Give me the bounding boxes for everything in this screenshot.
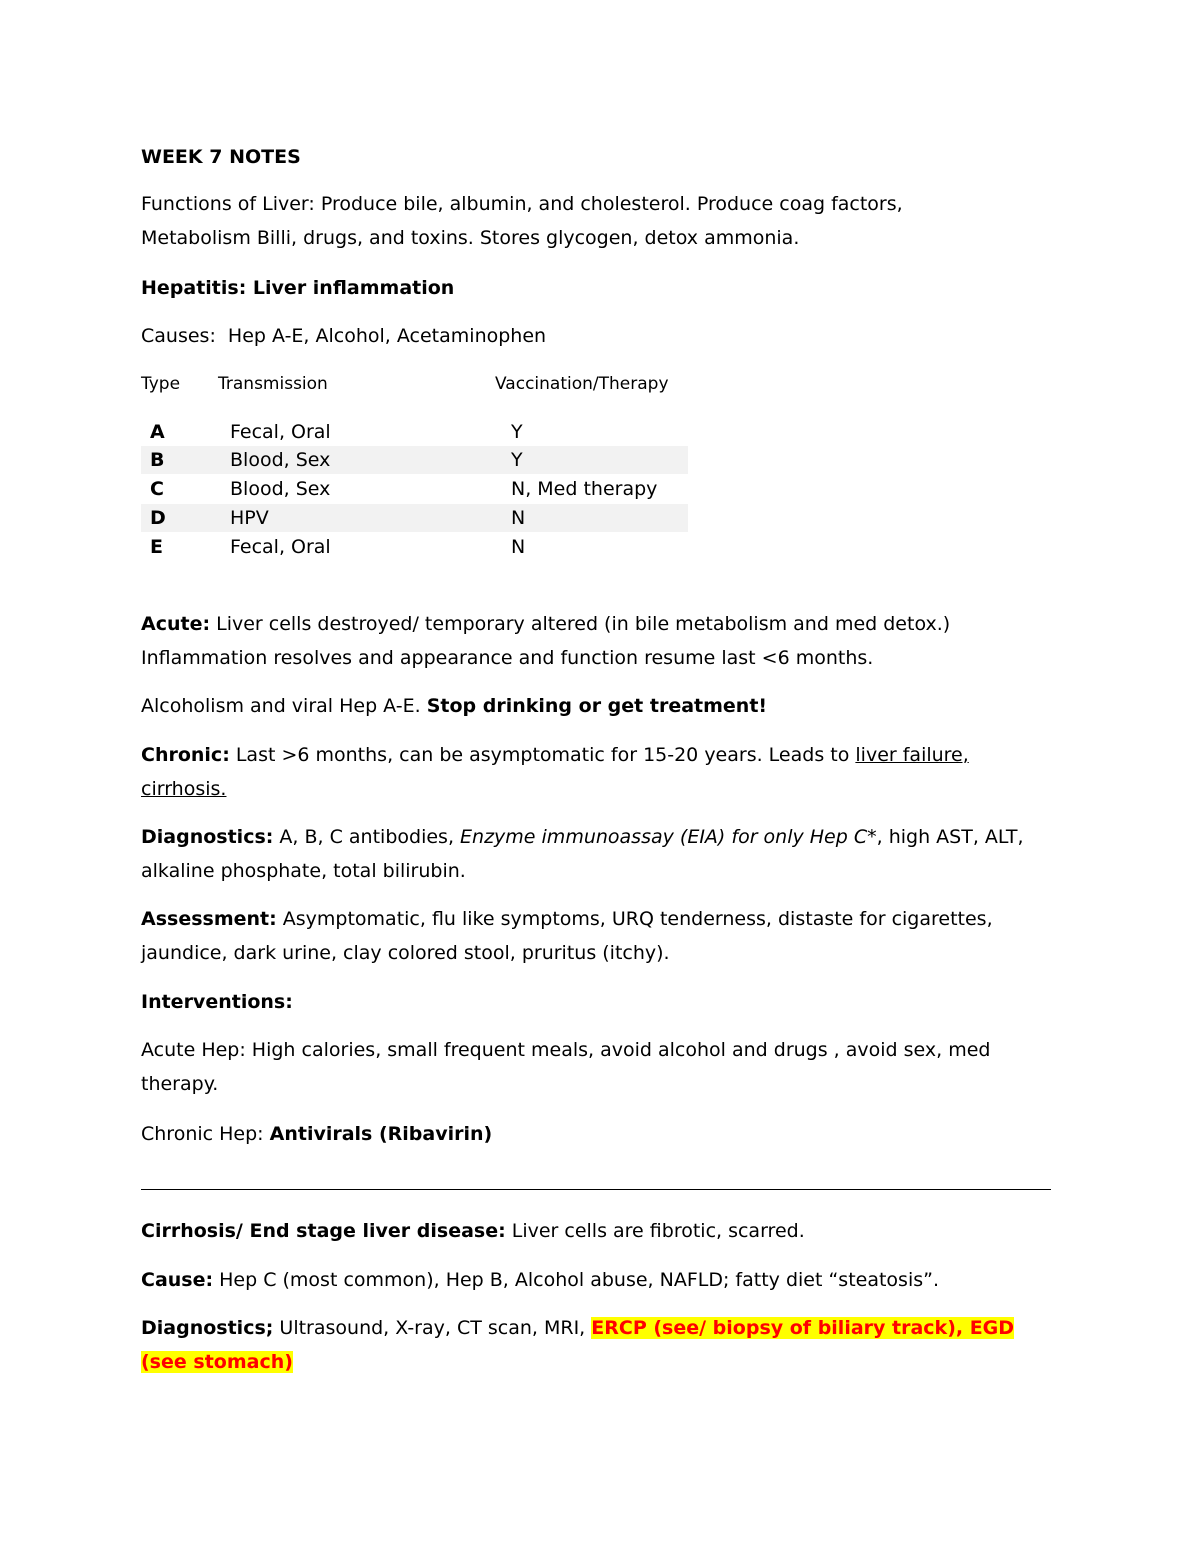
table-header-type: Type	[141, 374, 181, 394]
causes-line: Causes: Hep A-E, Alcohol, Acetaminophen	[141, 325, 547, 347]
diagnostics2-text: Ultrasound, X-ray, CT scan, MRI,	[273, 1317, 592, 1339]
assessment-label: Assessment:	[141, 908, 277, 930]
acute-hep-text-2: therapy.	[141, 1073, 219, 1095]
interventions-heading: Interventions:	[141, 991, 293, 1013]
diagnostics-label: Diagnostics:	[141, 826, 274, 848]
diagnostics-text-2: , high AST, ALT,	[876, 826, 1024, 848]
table-cell-transmission: Fecal, Oral	[230, 536, 331, 558]
acute-paragraph	[141, 607, 1061, 675]
diagnostics-italic: Enzyme immunoassay (EIA) for only Hep C*	[460, 826, 877, 848]
table-row	[141, 418, 688, 446]
chronic-text: Last >6 months, can be asymptomatic for 15-20 years. Leads to	[229, 744, 856, 766]
acute-text-2: Inflammation resolves and appearance and function resume last <6 months.	[141, 647, 874, 669]
hepatitis-heading: Hepatitis: Liver inflammation	[141, 277, 455, 299]
cause-paragraph	[141, 1263, 1061, 1297]
table-cell-type: D	[150, 507, 166, 529]
table-header-vaccination: Vaccination/Therapy	[495, 374, 669, 394]
table-header-transmission: Transmission	[218, 374, 328, 394]
acute-hep-text-1: Acute Hep: High calories, small frequent meals, avoid alcohol and drugs , avoid sex, med	[141, 1039, 991, 1061]
table-cell-type: B	[150, 449, 165, 471]
chronic-underline-2: cirrhosis.	[141, 778, 227, 800]
diagnostics-paragraph	[141, 820, 1061, 888]
acute-label: Acute:	[141, 613, 211, 635]
horizontal-divider	[141, 1189, 1051, 1190]
diagnostics-text-3: alkaline phosphate, total bilirubin.	[141, 860, 466, 882]
table-cell-type: E	[150, 536, 163, 558]
cirrhosis-text: Liver cells are fibrotic, scarred.	[505, 1220, 805, 1242]
table-cell-vaccination: Y	[511, 449, 523, 471]
diagnostics2-label: Diagnostics;	[141, 1317, 274, 1339]
page-title: WEEK 7 NOTES	[141, 146, 301, 168]
cause-label: Cause:	[141, 1269, 214, 1291]
table-cell-transmission: Fecal, Oral	[230, 421, 331, 443]
chronic-hep-text: Chronic Hep:	[141, 1123, 270, 1145]
chronic-paragraph	[141, 738, 1061, 806]
alcoholism-bold: Stop drinking or get treatment!	[426, 695, 768, 717]
table-row	[141, 475, 688, 503]
chronic-hep-bold: Antivirals (Ribavirin)	[269, 1123, 493, 1145]
table-cell-vaccination: Y	[511, 421, 523, 443]
table-cell-transmission: HPV	[230, 507, 269, 529]
table-cell-vaccination: N	[511, 536, 526, 558]
liver-functions-line-1: Functions of Liver: Produce bile, albumin, and cholesterol. Produce coag factors,	[141, 193, 903, 215]
assessment-text-1: Asymptomatic, flu like symptoms, URQ tenderness, distaste for cigarettes,	[276, 908, 993, 930]
alcoholism-paragraph	[141, 689, 1061, 723]
table-cell-type: A	[150, 421, 165, 443]
assessment-paragraph	[141, 902, 1061, 970]
cirrhosis-label: Cirrhosis/ End stage liver disease:	[141, 1220, 506, 1242]
assessment-text-2: jaundice, dark urine, clay colored stool, pruritus (itchy).	[141, 942, 670, 964]
alcoholism-text: Alcoholism and viral Hep A-E.	[141, 695, 427, 717]
diagnostics2-highlight-2: (see stomach)	[141, 1351, 293, 1373]
chronic-underline-1: liver failure,	[855, 744, 969, 766]
liver-functions-line-2: Metabolism Billi, drugs, and toxins. Stores glycogen, detox ammonia.	[141, 227, 800, 249]
chronic-hep-paragraph	[141, 1117, 1061, 1151]
table-row	[141, 533, 688, 561]
table-cell-transmission: Blood, Sex	[230, 449, 331, 471]
diagnostics2-highlight-1: ERCP (see/ biopsy of biliary track), EGD	[591, 1317, 1015, 1339]
diagnostics2-paragraph	[141, 1311, 1061, 1379]
diagnostics-text-1: A, B, C antibodies,	[273, 826, 461, 848]
table-cell-vaccination: N, Med therapy	[511, 478, 658, 500]
cause-text: Hep C (most common), Hep B, Alcohol abuse, NAFLD; fatty diet “steatosis”.	[213, 1269, 940, 1291]
table-row	[141, 504, 688, 532]
chronic-label: Chronic:	[141, 744, 230, 766]
liver-functions-paragraph	[141, 187, 1061, 255]
table-row	[141, 446, 688, 474]
acute-hep-paragraph	[141, 1033, 1061, 1101]
table-cell-type: C	[150, 478, 164, 500]
acute-text-1: Liver cells destroyed/ temporary altered (in bile metabolism and med detox.)	[210, 613, 951, 635]
table-cell-vaccination: N	[511, 507, 526, 529]
cirrhosis-paragraph	[141, 1214, 1061, 1248]
table-cell-transmission: Blood, Sex	[230, 478, 331, 500]
